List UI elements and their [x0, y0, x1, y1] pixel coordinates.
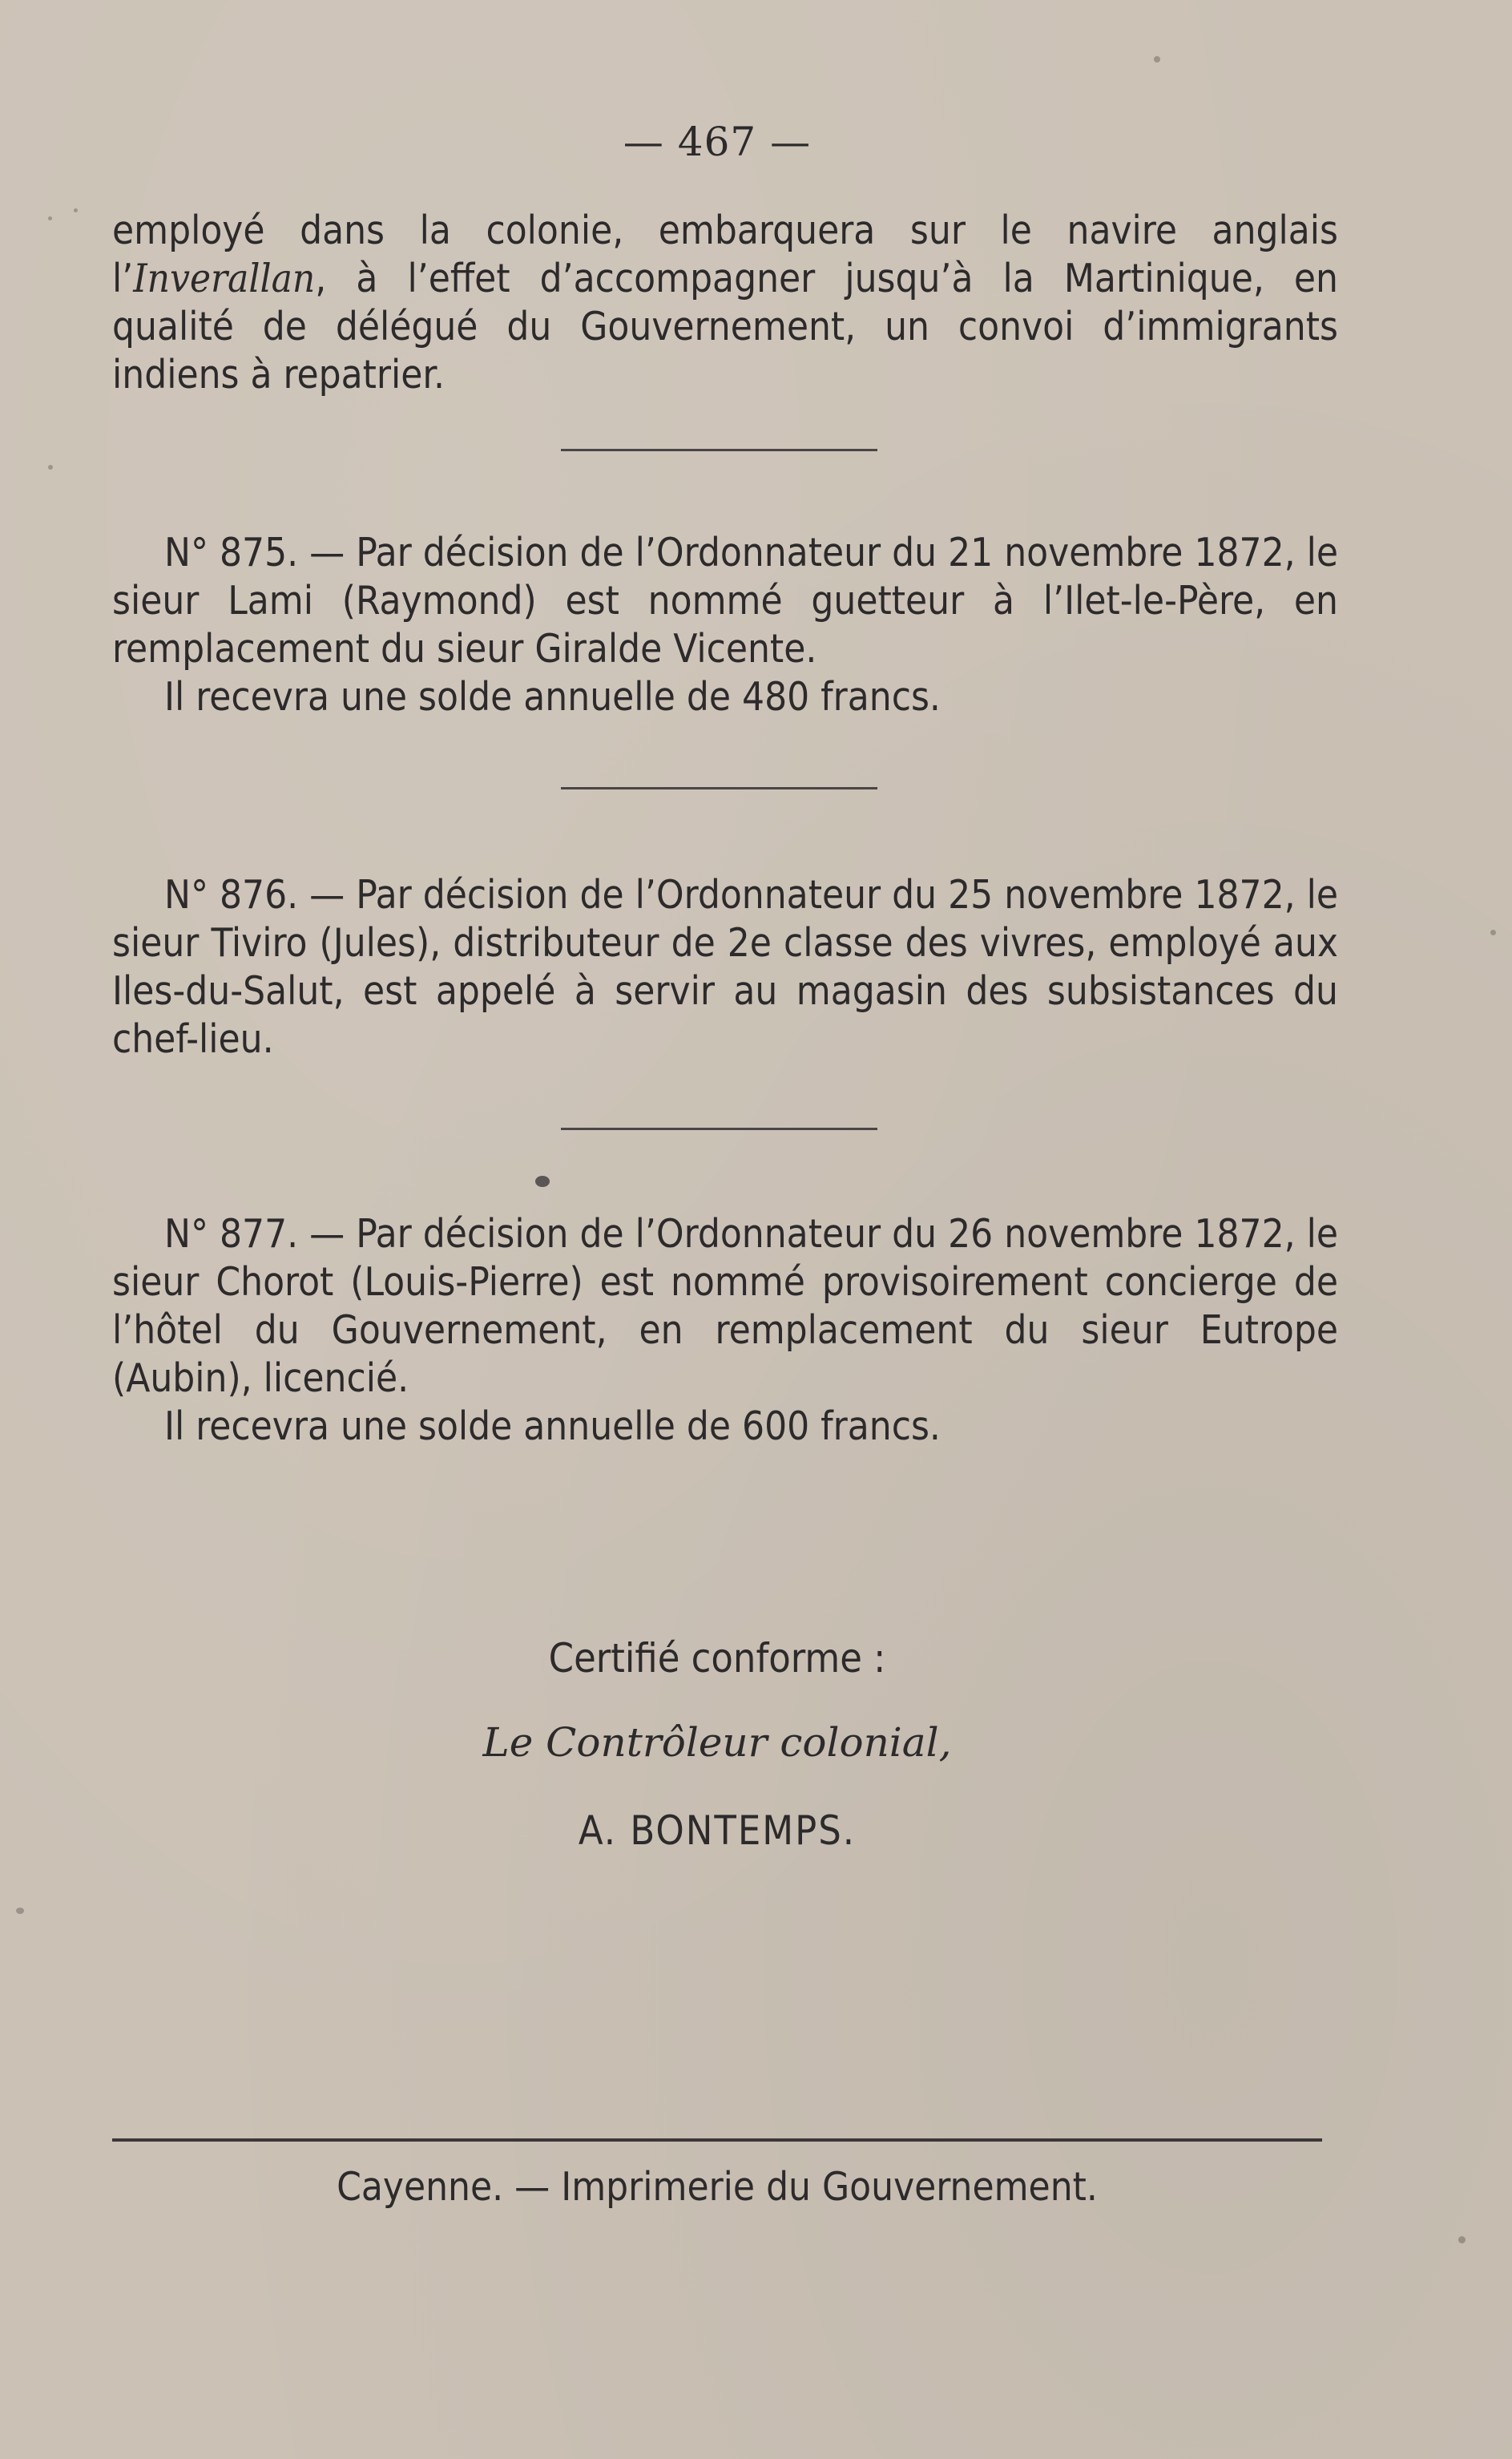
entry-875 [112, 529, 1338, 721]
entry-877 [112, 1210, 1338, 1451]
certification-title: Le Contrôleur colonial, [482, 1719, 952, 1766]
section-divider [561, 449, 877, 451]
paper-speck [74, 208, 78, 212]
entry-paragraph: Il recevra une solde annuelle de 600 francs. [164, 1403, 941, 1449]
entry-paragraph: N° 877. — Par décision de l’Ordonnateur du 26 novembre 1872, le sieur Chorot (Louis-Pierre) est nommé provisoirement concierge de l’hôtel du Gouvernement, en remplacement du sieur Eutrope (Aubin), licencié. [112, 1211, 1338, 1401]
printer-imprint: Cayenne. — Imprimerie du Gouvernement. [337, 2164, 1098, 2210]
ship-name: Inverallan [133, 256, 316, 301]
footer-divider [112, 2138, 1322, 2142]
entry-paragraph: N° 876. — Par décision de l’Ordonnateur du 25 novembre 1872, le sieur Tiviro (Jules), distributeur de 2e classe des vivres, employé aux Iles-du-Salut, est appelé à servir au magasin des subsistances du chef-lieu. [112, 872, 1338, 1062]
certification-signatory: A. BONTEMPS. [578, 1807, 857, 1854]
paper-speck [1154, 56, 1160, 63]
paper-speck [48, 465, 53, 470]
intro-paragraph [112, 207, 1338, 399]
entry-876 [112, 871, 1338, 1064]
entry-paragraph: Il recevra une solde annuelle de 480 francs. [164, 674, 941, 720]
paper-speck [16, 1908, 24, 1914]
ink-dot [535, 1176, 550, 1187]
page-number: — 467 — [623, 119, 812, 165]
paper-speck [1458, 2236, 1466, 2243]
section-divider [561, 1128, 877, 1130]
paper-speck [48, 216, 52, 220]
entry-paragraph: N° 875. — Par décision de l’Ordonnateur du 21 novembre 1872, le sieur Lami (Raymond) est nommé guetteur à l’Ilet-le-Père, en remplacement du sieur Giralde Vicente. [112, 530, 1338, 672]
intro-text-start: employé dans la colonie, embarquera sur le navire anglais l’ [112, 208, 1338, 301]
intro-text-end: , à l’effet d’accompagner jusqu’à la Martinique, en qualité de délégué du Gouvernement, un convoi d’immigrants indiens à repatrier. [112, 256, 1338, 398]
paper-speck [1490, 930, 1496, 935]
section-divider [561, 787, 877, 789]
certification-line: Certifié conforme : [548, 1635, 886, 1682]
